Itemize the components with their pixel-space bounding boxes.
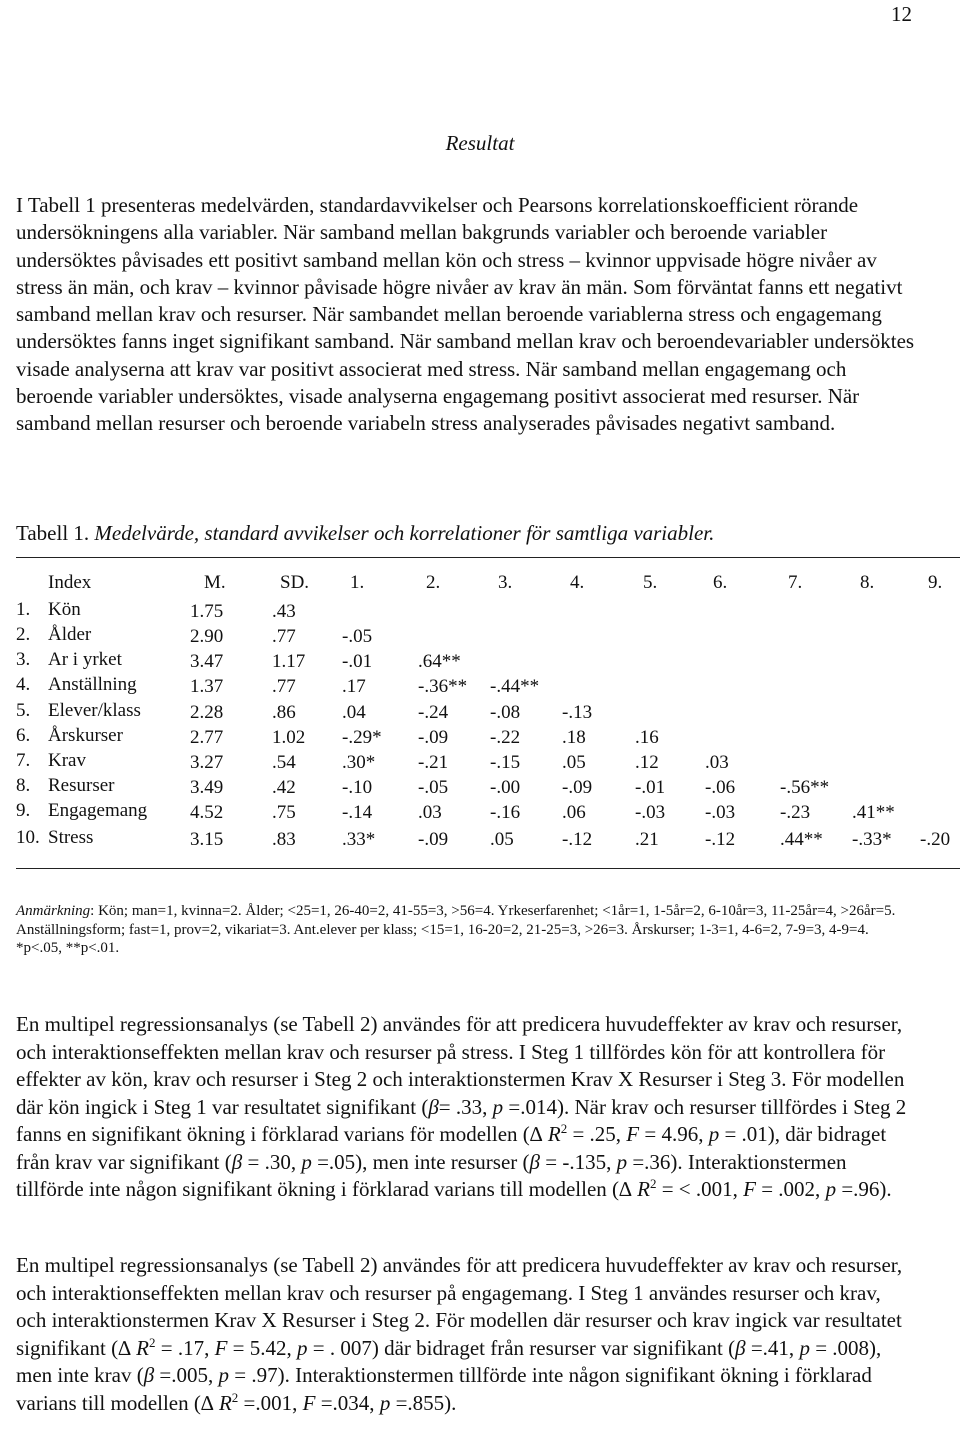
table-row-label: Ar i yrket xyxy=(48,649,122,670)
table-note xyxy=(16,902,946,958)
table-cell: .83 xyxy=(272,829,296,850)
table-cell: -.03 xyxy=(635,802,666,823)
table-cell: .06 xyxy=(562,802,586,823)
table-caption xyxy=(16,521,714,546)
table-header-cell: SD. xyxy=(280,572,310,593)
table-row-number: 1. xyxy=(16,599,31,620)
table-header-cell: 4. xyxy=(570,572,585,593)
table-cell: -.03 xyxy=(705,802,736,823)
table-header-cell: 2. xyxy=(426,572,441,593)
table-header-cell: 5. xyxy=(643,572,658,593)
table-cell: .05 xyxy=(490,829,514,850)
table-cell: .21 xyxy=(635,829,659,850)
table-cell: -.01 xyxy=(635,777,666,798)
table-row-number: 3. xyxy=(16,649,31,670)
table-cell: .43 xyxy=(272,601,296,622)
table-cell: -.21 xyxy=(418,752,449,773)
table-cell: 2.28 xyxy=(190,702,224,723)
table-cell: -.00 xyxy=(490,777,521,798)
table-cell: .54 xyxy=(272,752,296,773)
table-cell: 3.49 xyxy=(190,777,224,798)
table-row-label: Stress xyxy=(48,827,94,848)
table-cell: -.13 xyxy=(562,702,593,723)
table-cell: 3.47 xyxy=(190,651,224,672)
page-number: 12 xyxy=(891,2,912,26)
table-header-cell: 6. xyxy=(713,572,728,593)
table-row-label: Engagemang xyxy=(48,800,148,821)
table-cell: -.24 xyxy=(418,702,449,723)
table-cell: 3.27 xyxy=(190,752,224,773)
table-cell: -.20 xyxy=(920,829,951,850)
note-label: Anmärkning xyxy=(16,903,91,919)
table-cell: 4.52 xyxy=(190,802,224,823)
table-cell: .30* xyxy=(342,752,376,773)
table-row-number: 4. xyxy=(16,674,31,695)
table-row-label: Resurser xyxy=(48,775,115,796)
table-cell: -.10 xyxy=(342,777,373,798)
table-cell: -.05 xyxy=(418,777,449,798)
table-header-cell: 8. xyxy=(860,572,875,593)
table-cell: -.14 xyxy=(342,802,373,823)
table-cell: -.09 xyxy=(418,727,449,748)
table-cell: 1.02 xyxy=(272,727,306,748)
table-cell: -.23 xyxy=(780,802,811,823)
table-cell: 3.15 xyxy=(190,829,224,850)
table-cell: .04 xyxy=(342,702,366,723)
table-row-number: 2. xyxy=(16,624,31,645)
table-cell: .05 xyxy=(562,752,586,773)
table-row-label: Elever/klass xyxy=(48,700,141,721)
section-heading: Resultat xyxy=(445,131,515,155)
table-row-number: 8. xyxy=(16,775,31,796)
table-cell: 2.77 xyxy=(190,727,224,748)
table-cell: -.22 xyxy=(490,727,521,748)
table-row-label: Anställning xyxy=(48,674,137,695)
table-cell: -.16 xyxy=(490,802,521,823)
table-cell: -.33* xyxy=(852,829,892,850)
table-header-cell: M. xyxy=(204,572,226,593)
table-cell: -.15 xyxy=(490,752,521,773)
table-caption-label: Tabell 1. xyxy=(16,521,90,545)
table-row-number: 7. xyxy=(16,750,31,771)
table-cell: .03 xyxy=(418,802,442,823)
table-cell: .18 xyxy=(562,727,586,748)
table-header-cell: 1. xyxy=(350,572,365,593)
table-cell: .44** xyxy=(780,829,823,850)
table-cell: -.09 xyxy=(418,829,449,850)
table-header-cell: 3. xyxy=(498,572,513,593)
table-cell: 1.75 xyxy=(190,601,224,622)
table-cell: -.12 xyxy=(562,829,593,850)
intro-paragraph: I Tabell 1 presenteras medelvärden, standardavvikelser och Pearsons korrelationskoefficient rörande undersökningens alla variabler. När samband mellan bakgrunds variabler och beroende variabler undersöktes påvisades ett positivt samband mellan kön och stress – kvinnor uppvisade högre nivåer av stress än män, och krav – kvinnor påvisade högre nivåer av krav än män. Som förväntat fanns ett negativt samband mellan krav och resurser. När sambandet mellan beroende variablerna stress och engagemang undersöktes fanns inget signifikant samband. När samband mellan krav och beroendevariabler undersöktes visade analyserna att krav var positivt associerat med stress. När samband mellan engagemang och beroende variabler undersöktes, visade analyserna engagemang positivt associerat med resurser. När samband mellan resurser och beroende variabeln stress analyserades påvisades negativt samband. xyxy=(16,193,915,436)
regression-paragraph-engagement: En multipel regressionsanalys (se Tabell 2) användes för att predicera huvudeffekter av krav och resurser, och interaktionseffekten mellan krav och resurser på engagemang. I Steg 1 användes resurser och krav, och interaktionstermen Krav X Resurser i Steg 2. För modellen där resurser och krav ingick var resultatet signifikant (∆ $R^2 = .17$, F = 5.42, p = . 007) där bidraget från resurser var signifikant (β =.41, p = .008), men inte krav (β =.005, p = .97). Interaktionstermen tillförde inte någon signifikant ökning i förklarad varians till modellen (∆ $R^2 =.001$, F =.034, p =.855). xyxy=(16,1253,903,1415)
table-cell: -.05 xyxy=(342,626,373,647)
table-cell: 1.37 xyxy=(190,676,224,697)
table-cell: -.44** xyxy=(490,676,540,697)
table-cell: -.09 xyxy=(562,777,593,798)
table-header-cell: Index xyxy=(48,572,92,593)
table-cell: -.56** xyxy=(780,777,830,798)
table-row-label: Årskurser xyxy=(48,725,123,746)
table-cell: .16 xyxy=(635,727,659,748)
table-cell: 1.17 xyxy=(272,651,306,672)
table-cell: .42 xyxy=(272,777,296,798)
table-cell: .75 xyxy=(272,802,296,823)
table-cell: -.08 xyxy=(490,702,521,723)
table-row-number: 5. xyxy=(16,700,31,721)
note-text: : Kön; man=1, kvinna=2. Ålder; <25=1, 26-40=2, 41-55=3, >56=4. Yrkeserfarenhet; <1år=1, 1-5år=2, 6-10år=3, 11-25år=4, >26år=5. Anställningsform; fast=1, prov=2, vikariat=3. Ant.elever per klass; <15=1, 16-20=2, 21-25=3, >26=3. Årskurser; 1-3=1, 4-6=2, 7-9=3, 4-9=4. xyxy=(16,903,896,938)
table-cell: .77 xyxy=(272,676,296,697)
table-cell: -.36** xyxy=(418,676,468,697)
table-row-number: 6. xyxy=(16,725,31,746)
table-cell: .64** xyxy=(418,651,461,672)
table-top-rule xyxy=(16,557,960,558)
table-row-label: Ålder xyxy=(48,624,92,645)
table-cell: -.06 xyxy=(705,777,736,798)
regression-paragraph-stress: En multipel regressionsanalys (se Tabell 2) användes för att predicera huvudeffekter av krav och resurser, och interaktionseffekten mellan krav och resurser på stress. I Steg 1 tillfördes kön för att kontrollera för effekter av kön, krav och resurser i Steg 2 och interaktionstermen Krav X Resurser i Steg 3. För modellen där kön ingick i Steg 1 var resultatet signifikant (β= .33, p =.014). När krav och resurser tillfördes i Steg 2 fanns en signifikant ökning i förklarad varians för modellen (∆ $R^2 = .25$, F = 4.96, p = .01), där bidraget från krav var signifikant (β = .30, p =.05), men inte resurser (β = -.135, p =.36). Interaktionstermen tillförde inte någon signifikant ökning i förklarad varians till modellen (∆ $R^2$ = < .001, F = .002, p =.96). xyxy=(16,1012,907,1201)
table-header-cell: 7. xyxy=(788,572,803,593)
table-header-cell: 9. xyxy=(928,572,943,593)
table-cell: -.29* xyxy=(342,727,382,748)
table-caption-title: Medelvärde, standard avvikelser och korrelationer för samtliga variabler. xyxy=(94,521,715,545)
table-cell: .17 xyxy=(342,676,366,697)
table-row-label: Krav xyxy=(48,750,86,771)
note-significance: *p<.05, **p<.01. xyxy=(16,940,120,957)
table-cell: -.01 xyxy=(342,651,373,672)
table-cell: .03 xyxy=(705,752,729,773)
table-row-number: 10. xyxy=(16,827,40,848)
table-cell: .77 xyxy=(272,626,296,647)
table-row-number: 9. xyxy=(16,800,31,821)
table-row-label: Kön xyxy=(48,599,81,620)
table-cell: .12 xyxy=(635,752,659,773)
table-cell: 2.90 xyxy=(190,626,224,647)
table-cell: .41** xyxy=(852,802,895,823)
table-cell: .33* xyxy=(342,829,376,850)
table-cell: .86 xyxy=(272,702,296,723)
table-cell: -.12 xyxy=(705,829,736,850)
table-bottom-rule xyxy=(16,868,960,869)
